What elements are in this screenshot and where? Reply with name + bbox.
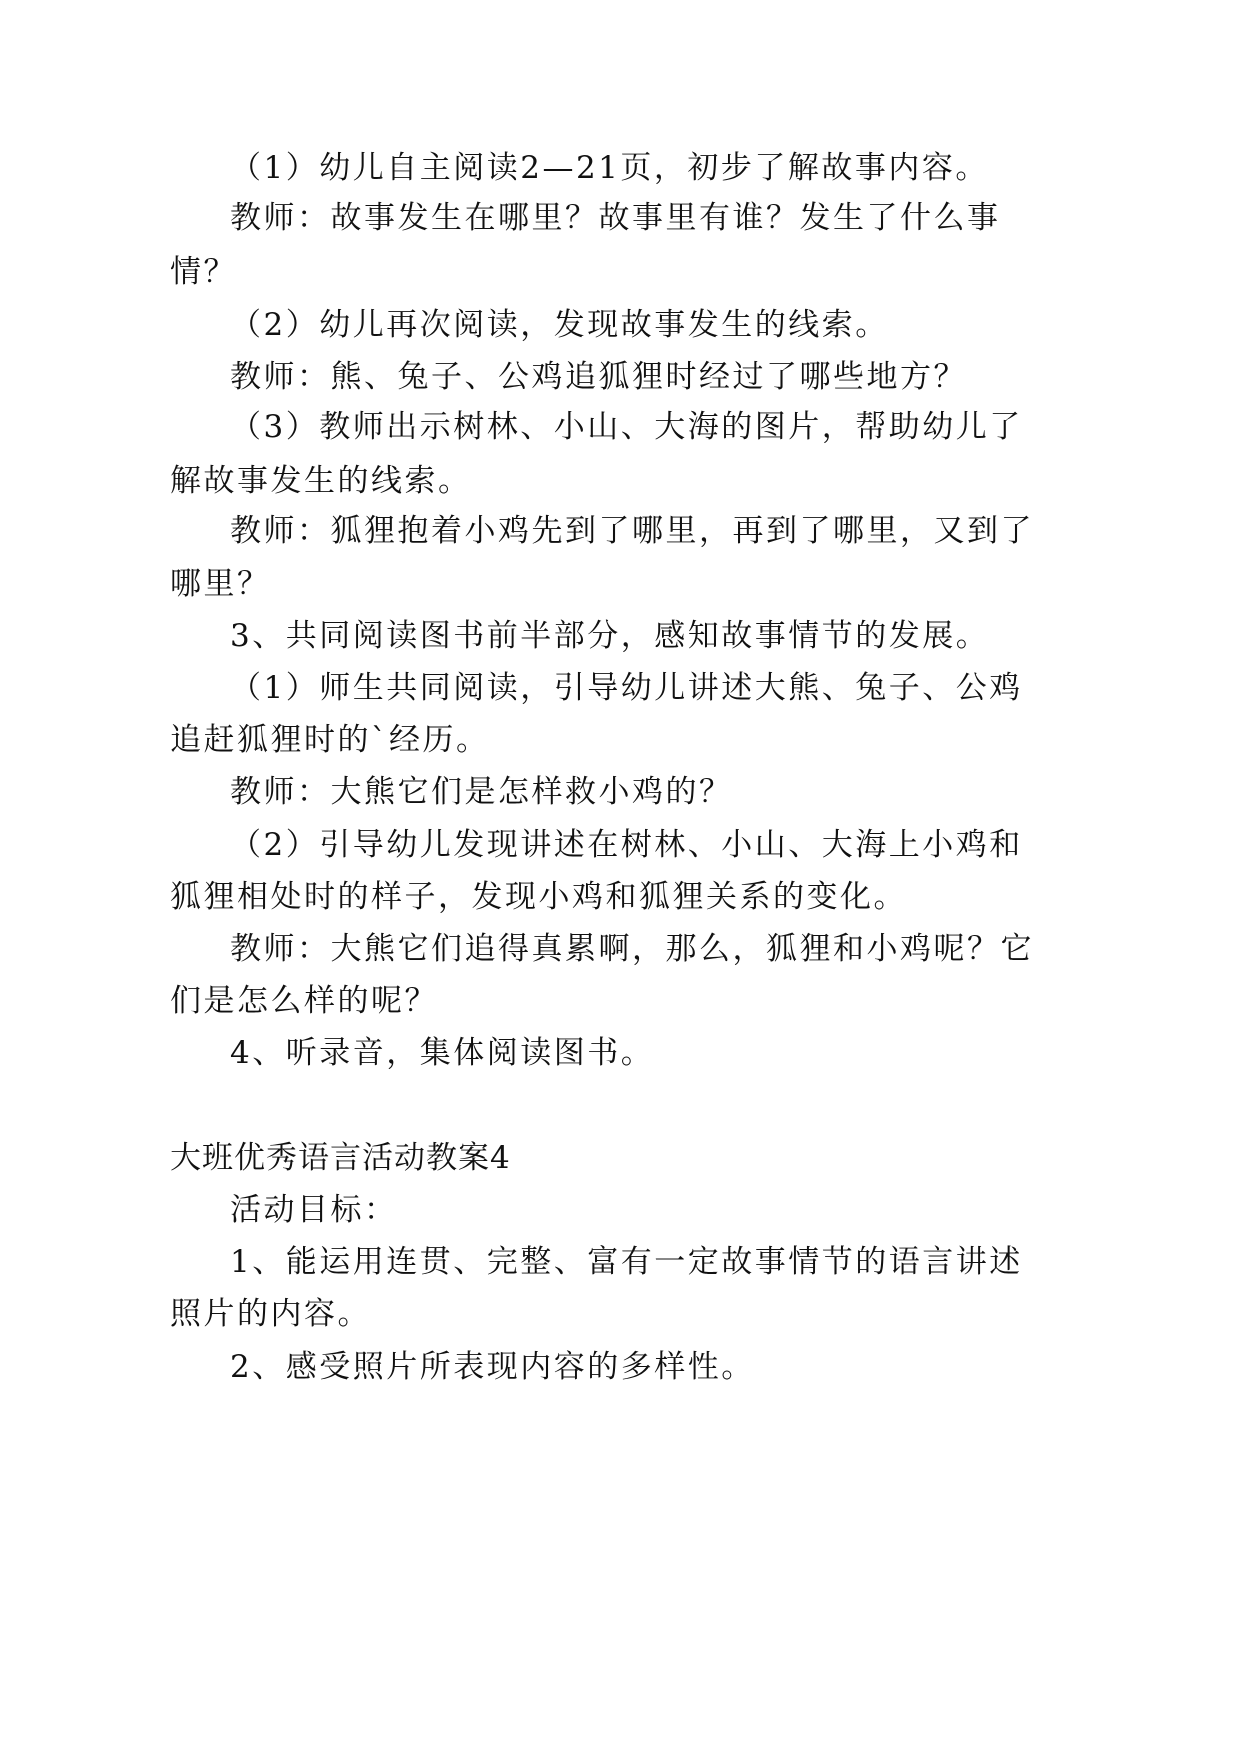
paragraph-line: 解故事发生的线索。 [170, 463, 472, 499]
paragraph-line: 追赶狐狸时的`经历。 [170, 722, 490, 758]
paragraph-line: 教师：大熊它们追得真累啊，那么，狐狸和小鸡呢？它 [230, 931, 1034, 967]
paragraph-line: 活动目标： [230, 1192, 398, 1228]
paragraph-line: 情？ [170, 254, 237, 290]
paragraph-line: 照片的内容。 [170, 1296, 371, 1332]
paragraph-line: 教师：故事发生在哪里？故事里有谁？发生了什么事 [230, 200, 1001, 236]
paragraph-line: 教师：大熊它们是怎样救小鸡的？ [230, 774, 733, 810]
paragraph-line: （2）幼儿再次阅读，发现故事发生的线索。 [230, 307, 889, 343]
section-heading: 大班优秀语言活动教案4 [170, 1140, 511, 1176]
paragraph-line: 1、能运用连贯、完整、富有一定故事情节的语言讲述 [230, 1244, 1023, 1280]
paragraph-line: （3）教师出示树林、小山、大海的图片，帮助幼儿了 [230, 409, 1023, 445]
paragraph-line: （2）引导幼儿发现讲述在树林、小山、大海上小鸡和 [230, 827, 1023, 863]
paragraph-line: （1）幼儿自主阅读2—21页，初步了解故事内容。 [230, 150, 989, 186]
paragraph-line: 3、共同阅读图书前半部分，感知故事情节的发展。 [230, 618, 990, 654]
paragraph-line: 教师：熊、兔子、公鸡追狐狸时经过了哪些地方？ [230, 359, 967, 395]
paragraph-line: 狐狸相处时的样子，发现小鸡和狐狸关系的变化。 [170, 879, 907, 915]
paragraph-line: 2、感受照片所表现内容的多样性。 [230, 1349, 755, 1385]
paragraph-line: 哪里？ [170, 566, 271, 602]
paragraph-line: 教师：狐狸抱着小鸡先到了哪里，再到了哪里，又到了 [230, 513, 1034, 549]
paragraph-line: 们是怎么样的呢？ [170, 983, 438, 1019]
paragraph-line: （1）师生共同阅读，引导幼儿讲述大熊、兔子、公鸡 [230, 670, 1023, 706]
paragraph-line: 4、听录音，集体阅读图书。 [230, 1035, 655, 1071]
